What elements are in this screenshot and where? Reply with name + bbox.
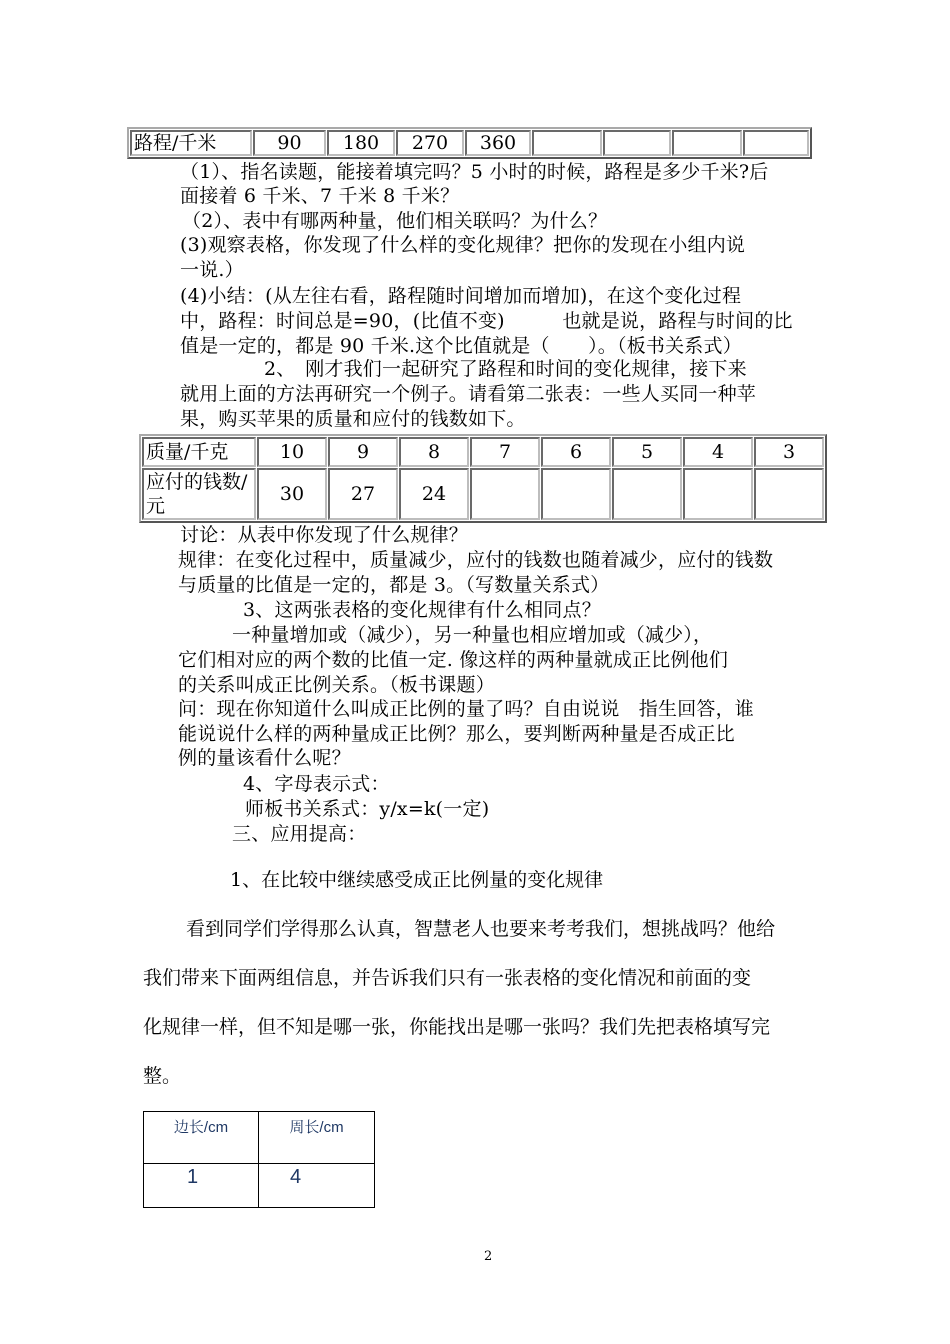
table-row-label: 质量/千克 <box>142 437 256 467</box>
table-cell: 24 <box>399 468 469 520</box>
table-cell: 360 <box>465 130 531 156</box>
apple-price-table <box>139 434 827 523</box>
table-cell: 1 <box>144 1164 259 1208</box>
table-cell <box>743 130 809 156</box>
paragraph-line: 化规律一样，但不知是哪一张，你能找出是哪一张吗？我们先把表格填写完 <box>143 1016 771 1038</box>
page-number: 2 <box>484 1249 493 1264</box>
paragraph-line: 中，路程：时间总是=90，(比值不变) 也就是说，路程与时间的比 <box>180 310 793 332</box>
table-cell: 4 <box>683 437 753 467</box>
paragraph-line: 值是一定的，都是 90 千米.这个比值就是（ ）。（板书关系式） <box>180 335 742 357</box>
paragraph-line: 的关系叫成正比例关系。（板书课题） <box>178 674 495 696</box>
table-cell: 10 <box>257 437 327 467</box>
paragraph-line: 就用上面的方法再研究一个例子。请看第二张表：一些人买同一种苹 <box>180 383 757 405</box>
table-row-label: 路程/千米 <box>130 130 252 156</box>
paragraph-line: 三、应用提高： <box>232 823 367 845</box>
paragraph-line: 规律：在变化过程中，质量减少，应付的钱数也随着减少，应付的钱数 <box>178 549 774 571</box>
table-cell <box>541 468 611 520</box>
paragraph-line: 面接着 6 千米、7 千米 8 千米？ <box>180 185 460 207</box>
table-cell: 9 <box>328 437 398 467</box>
table-cell: 180 <box>327 130 395 156</box>
paragraph-line: 3、这两张表格的变化规律有什么相同点？ <box>243 599 601 621</box>
table-cell <box>672 130 742 156</box>
table-cell <box>603 130 671 156</box>
perimeter-table <box>143 1111 375 1208</box>
table-cell <box>754 468 824 520</box>
table-cell: 5 <box>612 437 682 467</box>
table-cell: 8 <box>399 437 469 467</box>
paragraph-line: 4、字母表示式： <box>243 773 390 795</box>
table-cell: 3 <box>754 437 824 467</box>
paragraph-line: （1）、指名读题，能接着填完吗？5 小时的时候，路程是多少千米?后 <box>180 161 769 183</box>
paragraph-line: 与质量的比值是一定的，都是 3。（写数量关系式） <box>178 574 610 596</box>
paragraph-line: 能说说什么样的两种量成正比例？那么，要判断两种量是否成正比 <box>178 723 735 745</box>
section-heading: 1、在比较中继续感受成正比例量的变化规律 <box>230 869 604 891</box>
paragraph-line: 师板书关系式：y/x=k(一定) <box>245 798 490 820</box>
paragraph-line: 问：现在你知道什么叫成正比例的量了吗？自由说说 指生回答，谁 <box>178 698 755 720</box>
paragraph-line: 讨论：从表中你发现了什么规律？ <box>180 524 469 546</box>
table-cell <box>532 130 602 156</box>
table-cell: 4 <box>259 1164 375 1208</box>
table-cell: 7 <box>470 437 540 467</box>
paragraph-line: 果，购买苹果的质量和应付的钱数如下。 <box>180 408 526 430</box>
paragraph-line: （2）、表中有哪两种量，他们相关联吗？为什么？ <box>182 210 608 232</box>
table-cell <box>612 468 682 520</box>
table-cell <box>683 468 753 520</box>
table-header: 边长/cm <box>144 1112 259 1164</box>
distance-table <box>127 127 812 159</box>
table-cell <box>470 468 540 520</box>
paragraph-line: 一说.） <box>180 259 244 281</box>
table-cell: 90 <box>253 130 326 156</box>
paragraph-line: 我们带来下面两组信息，并告诉我们只有一张表格的变化情况和前面的变 <box>143 967 752 989</box>
paragraph-line: 2、 刚才我们一起研究了路程和时间的变化规律，接下来 <box>264 358 747 380</box>
table-row-label: 应付的钱数/元 <box>142 468 256 520</box>
paragraph-line: (3)观察表格，你发现了什么样的变化规律？把你的发现在小组内说 <box>180 234 746 256</box>
paragraph-line: 例的量该看什么呢？ <box>178 747 351 769</box>
table-cell: 270 <box>396 130 464 156</box>
paragraph-line: 它们相对应的两个数的比值一定. 像这样的两种量就成正比例他们 <box>178 649 729 671</box>
paragraph-line: (4)小结：(从左往右看，路程随时间增加而增加)，在这个变化过程 <box>180 285 742 307</box>
paragraph-line: 看到同学们学得那么认真，智慧老人也要来考考我们，想挑战吗？他给 <box>186 918 776 940</box>
paragraph-line: 一种量增加或（减少），另一种量也相应增加或（减少）， <box>232 624 713 646</box>
table-header: 周长/cm <box>259 1112 375 1164</box>
table-cell: 30 <box>257 468 327 520</box>
table-cell: 27 <box>328 468 398 520</box>
table-cell: 6 <box>541 437 611 467</box>
paragraph-line: 整。 <box>143 1065 182 1087</box>
